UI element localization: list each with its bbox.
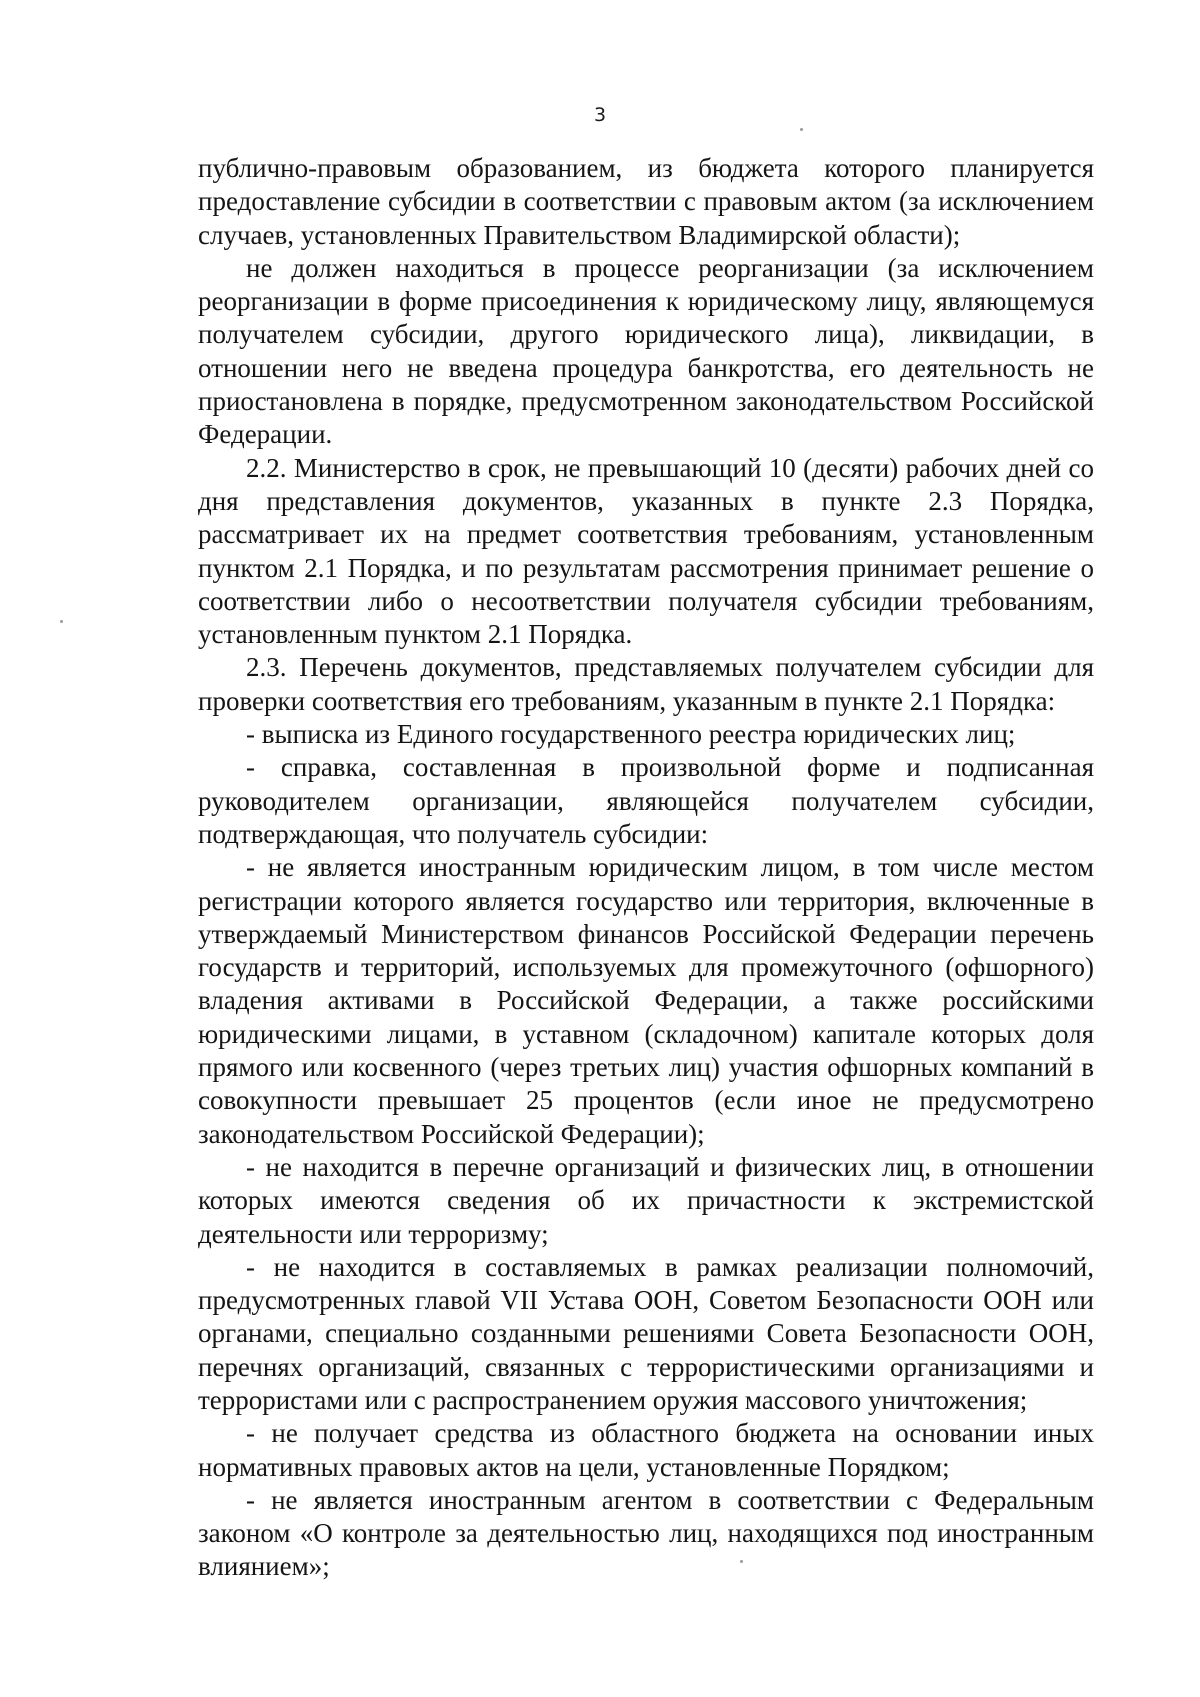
paragraph-continuation: публично-правовым образованием, из бюджета которого планируется предоставление субсидии в соответствии с правовым актом (за исключением случаев, установленных Правительством Владимирской области); [198,153,1094,250]
scan-speck [740,1560,743,1563]
list-item-certificate: - справка, составленная в произвольной форме и подписанная руководителем организации, являющейся получателем субсидии, подтверждающая, что получатель субсидии: [198,752,1094,849]
list-item-no-other-funds: - не получает средства из областного бюджета на основании иных нормативных правовых актов на цели, установленные Порядком; [198,1418,1094,1482]
paragraph-clause-2-2: 2.2. Министерство в срок, не превышающий 10 (десяти) рабочих дней со дня представления документов, указанных в пункте 2.3 Порядка, рассматривает их на предмет соответствия требованиям, установленным пунктом 2.1 Порядка, и по результатам рассмотрения принимает решение о соответствии либо о несоответствии получателя субсидии требованиям, установленным пунктом 2.1 Порядка. [198,452,1094,650]
paragraph-reorganization: не должен находиться в процессе реорганизации (за исключением реорганизации в форме присоединения к юридическому лицу, являющемуся получателем субсидии, другого юридического лица), ликвидации, в отношении него не введена процедура банкротства, его деятельность не приостановлена в порядке, предусмотренном законодательством Российской Федерации. [198,252,1094,450]
list-item-not-foreign-entity: - не является иностранным юридическим лицом, в том числе местом регистрации которого является государство или территория, включенные в утверждаемый Министерством финансов Российской Федерации перечень государств и территорий, используемых для промежуточного (офшорного) владения активами в Российской Федерации, а также российскими юридическими лицами, в уставном (складочном) капитале которых доля прямого или косвенного (через третьих лиц) участия офшорных компаний в совокупности превышает 25 процентов (если иное не предусмотрено законодательством Российской Федерации); [198,852,1094,1149]
paragraph-clause-2-3: 2.3. Перечень документов, представляемых получателем субсидии для проверки соответствия его требованиям, указанным в пункте 2.1 Порядка: [198,652,1094,716]
document-body [198,152,1094,1584]
list-item-egrul-extract: - выписка из Единого государственного реестра юридических лиц; [246,719,1016,750]
list-item-not-un-list: - не находится в составляемых в рамках реализации полномочий, предусмотренных главой VII Устава ООН, Советом Безопасности ООН или органами, специально созданными решениями Совета Безопасности ООН, перечнях организаций, связанных с террористическими организациями и террористами или с распространением оружия массового уничтожения; [198,1251,1094,1415]
scan-speck [800,128,803,131]
page-number: 3 [593,104,607,126]
list-item-not-foreign-agent: - не является иностранным агентом в соответствии с Федеральным законом «О контроле за деятельностью лиц, находящихся под иностранным влиянием»; [198,1484,1094,1582]
scan-speck [60,620,63,623]
list-item-not-extremist-list: - не находится в перечне организаций и физических лиц, в отношении которых имеются сведения об их причастности к экстремистской деятельности или терроризму; [198,1151,1094,1249]
